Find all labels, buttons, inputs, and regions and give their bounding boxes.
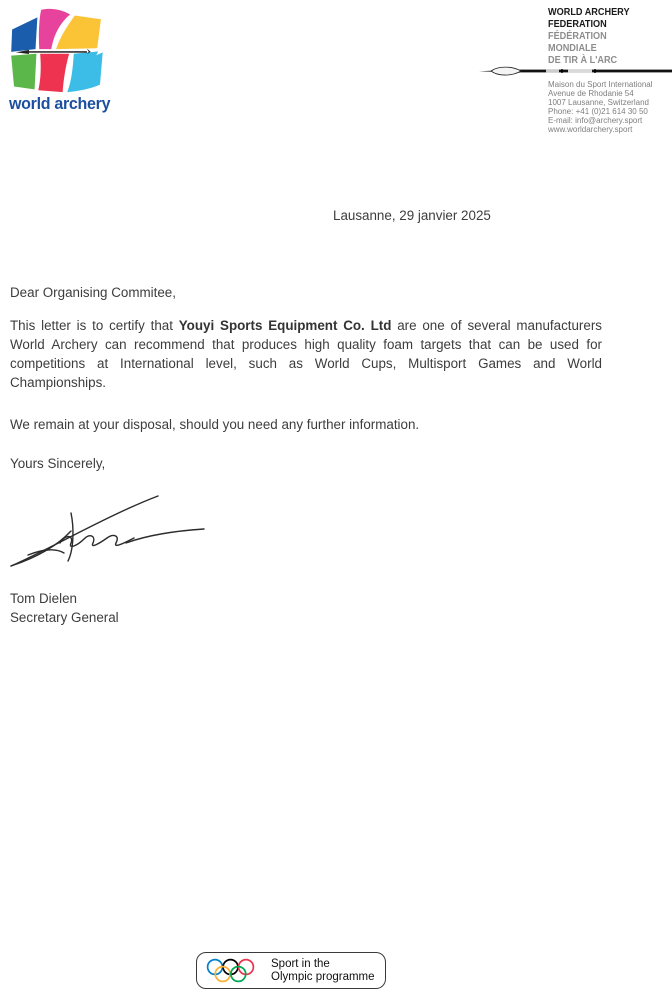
body-paragraph-1 <box>10 316 602 392</box>
closing-line: Yours Sincerely, <box>10 456 106 471</box>
address-line: Avenue de Rhodanie 54 <box>548 89 634 98</box>
signer-title: Secretary General <box>10 610 119 625</box>
address-line-website: www.worldarchery.sport <box>548 125 633 134</box>
olympic-rings-icon <box>206 958 262 984</box>
body-text: This letter is to certify that <box>10 318 179 333</box>
salutation: Dear Organising Commitee, <box>10 285 176 300</box>
arrow-rule-icon <box>478 64 672 78</box>
olympic-programme-badge <box>196 952 386 989</box>
company-name: Youyi Sports Equipment Co. Ltd <box>178 318 392 333</box>
signer-name: Tom Dielen <box>10 591 77 606</box>
address-line: 1007 Lausanne, Switzerland <box>548 98 649 107</box>
badge-text-line1: Sport in the <box>271 957 330 970</box>
date-line: Lausanne, 29 janvier 2025 <box>333 208 491 223</box>
body-paragraph-2: We remain at your disposal, should you need any further information. <box>10 417 420 432</box>
federation-title-fr: MONDIALE <box>548 42 597 54</box>
address-line-email: E-mail: info@archery.sport <box>548 116 643 125</box>
federation-title-fr: DE TIR À L'ARC <box>548 54 618 66</box>
federation-title-en: WORLD ARCHERY <box>548 6 630 18</box>
federation-title-en: FEDERATION <box>548 18 607 30</box>
badge-text <box>271 958 375 984</box>
badge-text-line2: Olympic programme <box>271 970 375 983</box>
body-text: are one of several manufacturers World Archery can recommend that produces high quality foam targets that can be used for competitions at International level, such as World Cups, Multisport Games and World Championships. <box>10 318 602 390</box>
address-line: Phone: +41 (0)21 614 30 50 <box>548 107 648 116</box>
signature <box>8 487 208 569</box>
federation-title-block <box>548 6 630 66</box>
address-line: Maison du Sport International <box>548 80 653 89</box>
federation-title-fr: FÉDÉRATION <box>548 30 607 42</box>
address-block <box>548 80 653 134</box>
brand-wordmark: world archery <box>9 95 111 113</box>
world-archery-logo-icon <box>10 8 104 94</box>
